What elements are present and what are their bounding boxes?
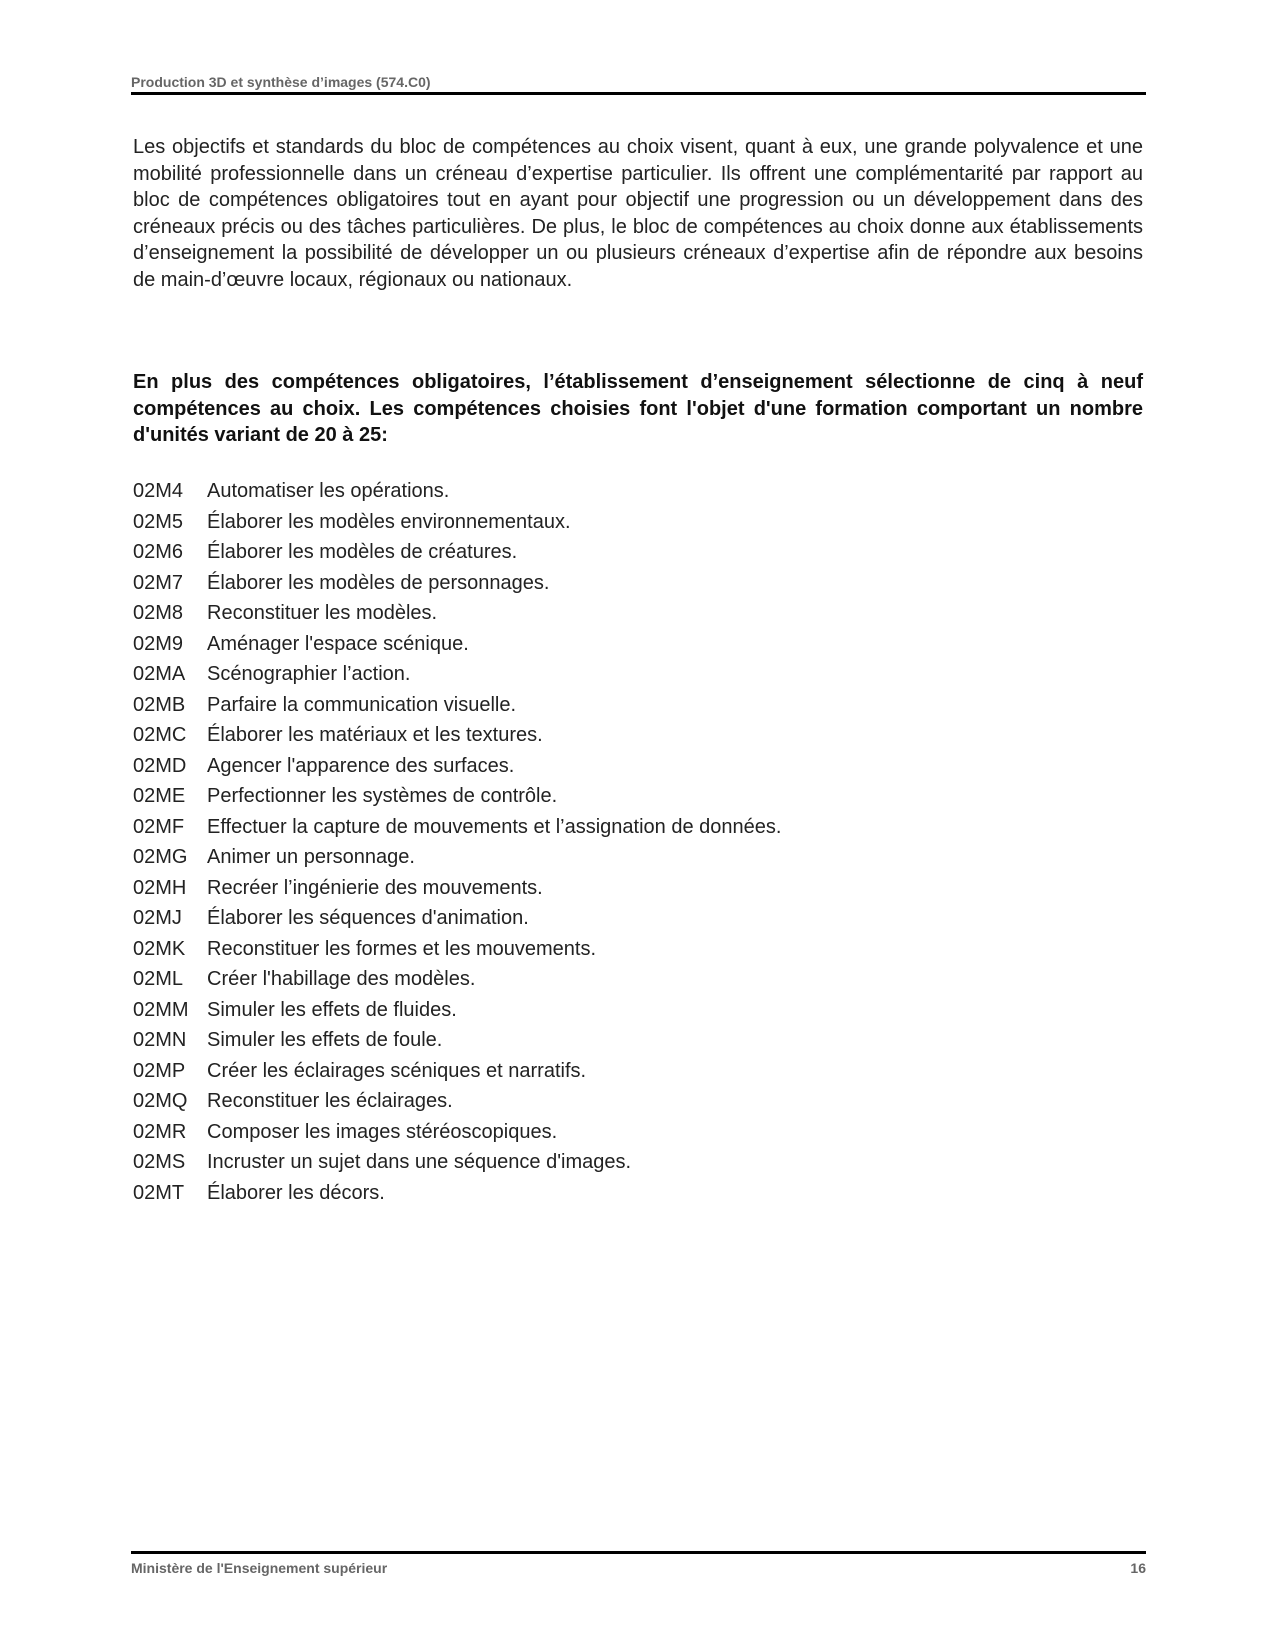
competency-code: 02MR [133,1120,187,1143]
competency-item [133,995,781,1026]
competency-item [133,476,781,507]
intro-paragraph: Les objectifs et standards du bloc de compétences au choix visent, quant à eux, une grande polyvalence et une mobilité professionnelle dans un créneau d’expertise particulier. Ils offrent une complémentarité par rapport au bloc de compétences obligatoires tout en ayant pour objectif une progression ou un développement dans des créneaux précis ou des tâches particulières. De plus, le bloc de compétences au choix donne aux établissements d’enseignement la possibilité de développer un ou plusieurs créneaux d’expertise afin de répondre aux besoins de main-d’œuvre locaux, régionaux ou nationaux. [133,136,1143,291]
page-header [131,74,1146,95]
competency-item [133,903,781,934]
competency-code: 02M7 [133,571,184,594]
competency-label: Élaborer les séquences d'animation. [207,907,529,929]
document-title: Production 3D et synthèse d’images (574.C0) [131,74,431,90]
competency-label: Automatiser les opérations. [207,480,450,502]
competency-code: 02MJ [133,907,182,929]
competency-label: Perfectionner les systèmes de contrôle. [207,785,558,807]
competency-code: 02MA [133,663,186,685]
competency-label: Agencer l'apparence des surfaces. [207,754,515,777]
competency-item [133,629,781,660]
competency-code: 02M5 [133,510,184,533]
competency-label: Élaborer les matériaux et les textures. [207,724,543,746]
competency-label: Élaborer les décors. [207,1181,385,1204]
competency-item [133,842,781,873]
competency-label: Recréer l’ingénierie des mouvements. [207,876,543,899]
competency-item [133,873,781,904]
competency-code: 02M8 [133,602,184,624]
page-number: 16 [1130,1560,1146,1576]
competency-item [133,1025,781,1056]
competency-label: Élaborer les modèles environnementaux. [207,510,571,533]
competency-item [133,812,781,843]
competency-label: Créer les éclairages scéniques et narratifs. [207,1059,587,1082]
competency-code: 02MT [133,1181,185,1204]
competency-label: Simuler les effets de fluides. [207,998,457,1021]
competency-label: Élaborer les modèles de personnages. [207,571,550,594]
competency-item [133,934,781,965]
competency-item [133,1056,781,1087]
competency-code: 02MM [133,998,189,1021]
competency-label: Aménager l'espace scénique. [207,632,469,655]
competency-item [133,659,781,690]
competency-label: Animer un personnage. [207,846,415,868]
competency-item [133,964,781,995]
competency-list [133,476,781,1208]
competency-item [133,507,781,538]
header-rule [131,92,1146,95]
competency-item [133,537,781,568]
competency-item [133,1086,781,1117]
competency-item [133,690,781,721]
competency-label: Reconstituer les éclairages. [207,1090,453,1112]
competency-item [133,720,781,751]
competency-item [133,781,781,812]
competency-code: 02M4 [133,480,184,502]
competency-item [133,1147,781,1178]
competency-item [133,1178,781,1209]
competency-label: Parfaire la communication visuelle. [207,693,517,716]
competency-code: 02MN [133,1029,187,1051]
competency-code: 02MB [133,693,186,716]
competency-code: 02ML [133,968,184,990]
page-footer [131,1551,1146,1576]
lead-paragraph: En plus des compétences obligatoires, l’établissement d’enseignement sélectionne de cinq à neuf compétences au choix. Les compétences choisies font l'objet d'une formation comportant un nombre d'unités variant de 20 à 25: [133,371,1143,446]
competency-code: 02MK [133,937,186,960]
competency-label: Reconstituer les modèles. [207,602,438,624]
competency-label: Incruster un sujet dans une séquence d'images. [207,1151,632,1173]
competency-item [133,1117,781,1148]
footer-publisher: Ministère de l'Enseignement supérieur [131,1560,388,1576]
competency-item [133,751,781,782]
competency-code: 02M9 [133,632,184,655]
competency-code: 02MQ [133,1090,188,1112]
competency-label: Créer l'habillage des modèles. [207,968,476,990]
competency-item [133,568,781,599]
competency-label: Composer les images stéréoscopiques. [207,1120,558,1143]
competency-label: Scénographier l’action. [207,663,411,685]
competency-item [133,598,781,629]
competency-code: 02MC [133,724,187,746]
competency-code: 02MP [133,1059,186,1082]
competency-label: Effectuer la capture de mouvements et l’assignation de données. [207,815,782,838]
competency-label: Reconstituer les formes et les mouvements. [207,937,597,960]
competency-code: 02M6 [133,541,184,563]
competency-code: 02ME [133,785,186,807]
competency-code: 02MH [133,876,187,899]
competency-code: 02MF [133,815,185,838]
competency-code: 02MS [133,1151,186,1173]
competency-code: 02MD [133,754,187,777]
competency-code: 02MG [133,846,188,868]
competency-label: Simuler les effets de foule. [207,1029,443,1051]
competency-label: Élaborer les modèles de créatures. [207,541,518,563]
